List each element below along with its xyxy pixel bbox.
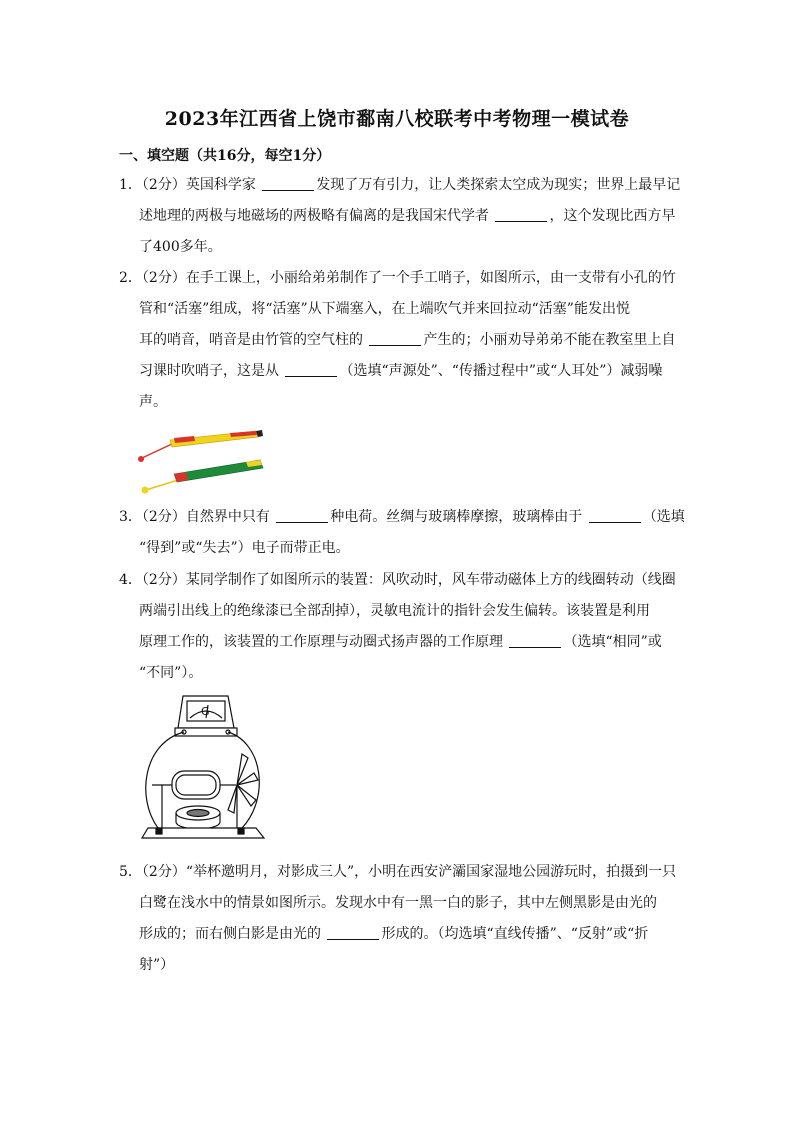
section-heading: 一、填空题（共16分，每空1分） bbox=[119, 148, 331, 164]
q1-text: 1．（2分）英国科学家 bbox=[119, 177, 261, 193]
question-4 bbox=[119, 565, 679, 689]
answer-blank[interactable] bbox=[285, 362, 337, 377]
question-2 bbox=[119, 263, 679, 418]
galvanometer bbox=[175, 696, 237, 736]
q5-text: 形成的。（均选填“直线传播”、“反射”或“折 bbox=[381, 926, 649, 942]
q4-text: “不同”）。 bbox=[139, 665, 203, 681]
q1-text: 了400多年。 bbox=[139, 239, 222, 255]
whistle-red-yellow bbox=[138, 430, 263, 462]
answer-blank[interactable] bbox=[276, 508, 328, 523]
q2-text: 2．（2分）在手工课上，小丽给弟弟制作了一个手工哨子，如图所示，由一支带有小孔的竹 bbox=[119, 270, 676, 286]
q3-text: 3．（2分）自然界中只有 bbox=[119, 509, 275, 525]
magnet bbox=[176, 806, 220, 829]
windmill bbox=[228, 754, 258, 828]
question-1 bbox=[119, 170, 679, 263]
q2-text: 产生的；小丽劝导弟弟不能在教室里上自 bbox=[423, 332, 676, 348]
answer-blank[interactable] bbox=[262, 176, 314, 191]
q3-text: 种电荷。丝绸与玻璃棒摩擦，玻璃棒由于 bbox=[330, 509, 587, 525]
galvanometer-label: G bbox=[201, 705, 210, 718]
question-3 bbox=[119, 502, 685, 564]
q2-text: （选填“声源处”、“传播过程中”或“人耳处”）减弱噪 bbox=[339, 363, 663, 379]
q2-text: 声。 bbox=[139, 394, 167, 410]
q5-text: 5．（2分）“举杯邀明月，对影成三人”，小明在西安浐灞国家湿地公园游玩时，拍摄到一只 bbox=[119, 864, 677, 880]
q5-text: 白鹭在浅水中的情景如图所示。发现水中有一黑一白的影子，其中左侧黑影是由光的 bbox=[139, 895, 657, 911]
answer-blank[interactable] bbox=[369, 331, 421, 346]
q1-text: 述地理的两极与地磁场的两极略有偏离的是我国宋代学者 bbox=[139, 208, 494, 224]
q2-text: 耳的哨音，哨音是由竹管的空气柱的 bbox=[139, 332, 368, 348]
q1-text: 发现了万有引力，让人类探索太空成为现实；世界上最早记 bbox=[316, 177, 681, 193]
q3-text: （选填 bbox=[642, 509, 685, 525]
q5-text: 射”） bbox=[139, 957, 175, 973]
answer-blank[interactable] bbox=[495, 207, 547, 222]
q2-text: 习课时吹哨子，这是从 bbox=[139, 363, 284, 379]
answer-blank[interactable] bbox=[327, 925, 379, 940]
q4-text: 4．（2分）某同学制作了如图所示的装置：风吹动时，风车带动磁体上方的线圈转动（线圈 bbox=[119, 572, 676, 588]
whistle-green bbox=[142, 460, 264, 494]
q4-text: 两端引出线上的绝缘漆已全部刮掉），灵敏电流计的指针会发生偏转。该装置是利用 bbox=[139, 603, 650, 619]
whistle-figure bbox=[134, 418, 269, 500]
page-title: 2023年江西省上饶市鄱南八校联考中考物理一模试卷 bbox=[164, 108, 630, 130]
q1-text: ，这个发现比西方早 bbox=[549, 208, 676, 224]
generator-figure bbox=[138, 688, 268, 848]
q4-text: 原理工作的，该装置的工作原理与动圈式扬声器的工作原理 bbox=[139, 634, 508, 650]
answer-blank[interactable] bbox=[509, 633, 561, 648]
answer-blank[interactable] bbox=[589, 508, 641, 523]
question-5 bbox=[119, 857, 679, 981]
q4-text: （选填“相同”或 bbox=[563, 634, 662, 650]
q3-text: “得到”或“失去”）电子而带正电。 bbox=[139, 540, 350, 556]
q2-text: 管和“活塞”组成，将“活塞”从下端塞入，在上端吹气并来回拉动“活塞”能发出悦 bbox=[139, 301, 630, 317]
q5-text: 形成的；而右侧白影是由光的 bbox=[139, 926, 326, 942]
